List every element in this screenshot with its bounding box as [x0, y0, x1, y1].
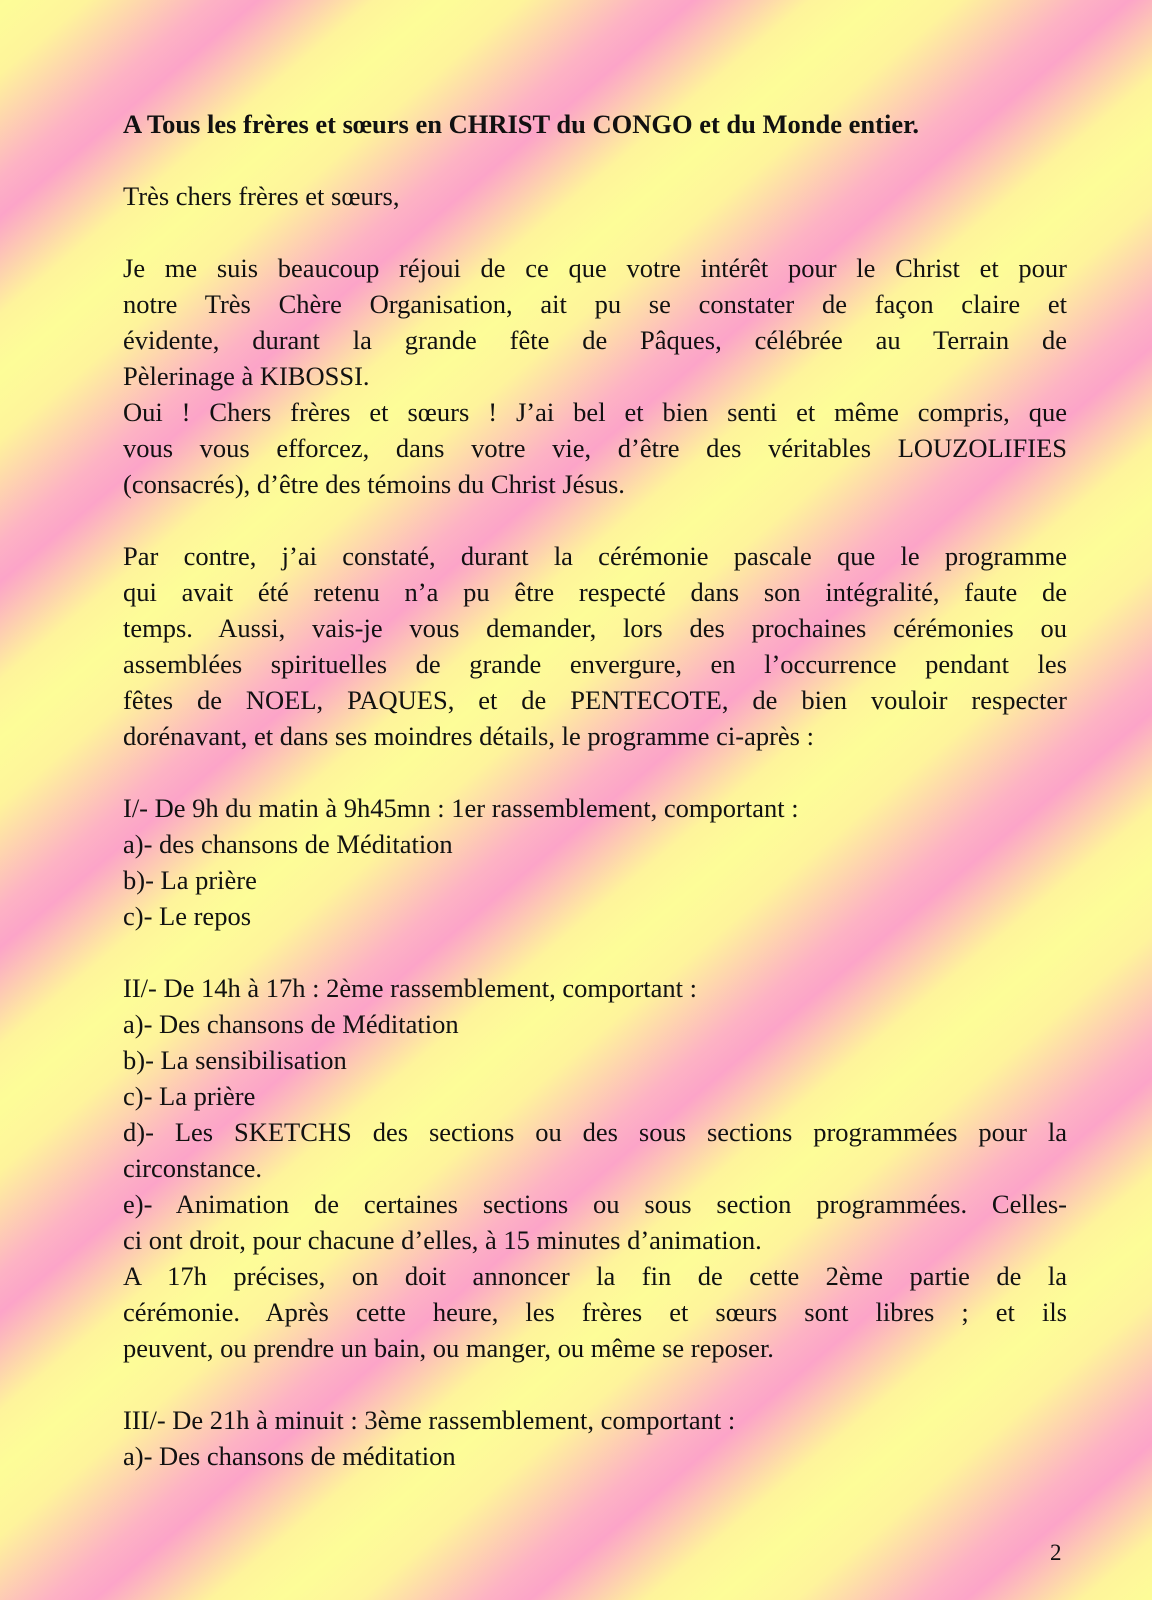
paragraph-line: notre Très Chère Organisation, ait pu se constater de façon claire et: [123, 289, 1067, 319]
program-section-1: [123, 790, 1067, 934]
paragraph-line: fêtes de NOEL, PAQUES, et de PENTECOTE, de bien vouloir respecter: [123, 685, 1067, 715]
page-number: 2: [1050, 1540, 1062, 1565]
list-item: b)- La prière: [123, 865, 257, 895]
paragraph-line: vous vous efforcez, dans votre vie, d’être des véritables LOUZOLIFIES: [123, 433, 1067, 463]
section-title: I/- De 9h du matin à 9h45mn : 1er rassemblement, comportant :: [123, 793, 799, 823]
paragraph-line: assemblées spirituelles de grande envergure, en l’occurrence pendant les: [123, 649, 1067, 679]
paragraph-line: peuvent, ou prendre un bain, ou manger, ou même se reposer.: [123, 1333, 774, 1363]
paragraph-line: évidente, durant la grande fête de Pâques, célébrée au Terrain de: [123, 325, 1067, 355]
paragraph-line: A 17h précises, on doit annoncer la fin de cette 2ème partie de la: [123, 1261, 1067, 1291]
paragraph-line: cérémonie. Après cette heure, les frères et sœurs sont libres ; et ils: [123, 1297, 1067, 1327]
list-item: e)- Animation de certaines sections ou sous section programmées. Celles-: [123, 1189, 1067, 1219]
list-item: a)- Des chansons de Méditation: [123, 1009, 459, 1039]
list-item: d)- Les SKETCHS des sections ou des sous sections programmées pour la: [123, 1117, 1067, 1147]
paragraph-2: [123, 538, 1067, 754]
spacer: [123, 1366, 1067, 1402]
spacer: [123, 142, 1067, 178]
spacer: [123, 934, 1067, 970]
letter-heading: A Tous les frères et sœurs en CHRIST du CONGO et du Monde entier.: [123, 109, 920, 139]
paragraph-line: dorénavant, et dans ses moindres détails, le programme ci-après :: [123, 721, 814, 751]
paragraph-line: qui avait été retenu n’a pu être respecté dans son intégralité, faute de: [123, 577, 1067, 607]
spacer: [123, 754, 1067, 790]
paragraph-line: Par contre, j’ai constaté, durant la cérémonie pascale que le programme: [123, 541, 1067, 571]
paragraph-1: [123, 250, 1067, 502]
paragraph-line: Je me suis beaucoup réjoui de ce que votre intérêt pour le Christ et pour: [123, 253, 1067, 283]
spacer: [123, 502, 1067, 538]
paragraph-line: Pèlerinage à KIBOSSI.: [123, 361, 370, 391]
list-item: b)- La sensibilisation: [123, 1045, 347, 1075]
list-item: a)- des chansons de Méditation: [123, 829, 453, 859]
paragraph-line: Oui ! Chers frères et sœurs ! J’ai bel et bien senti et même compris, que: [123, 397, 1067, 427]
section-title: III/- De 21h à minuit : 3ème rassemblement, comportant :: [123, 1405, 736, 1435]
paragraph-line: (consacrés), d’être des témoins du Christ Jésus.: [123, 469, 625, 499]
letter-body: [123, 106, 1067, 1474]
paragraph-line: temps. Aussi, vais-je vous demander, lors des prochaines cérémonies ou: [123, 613, 1067, 643]
spacer: [123, 214, 1067, 250]
list-item: circonstance.: [123, 1153, 263, 1183]
list-item: c)- Le repos: [123, 901, 252, 931]
list-item: c)- La prière: [123, 1081, 256, 1111]
program-section-2: [123, 970, 1067, 1366]
salutation: Très chers frères et sœurs,: [123, 181, 400, 211]
program-section-3: [123, 1402, 1067, 1474]
list-item: a)- Des chansons de méditation: [123, 1441, 456, 1471]
section-title: II/- De 14h à 17h : 2ème rassemblement, comportant :: [123, 973, 697, 1003]
list-item: ci ont droit, pour chacune d’elles, à 15 minutes d’animation.: [123, 1225, 762, 1255]
